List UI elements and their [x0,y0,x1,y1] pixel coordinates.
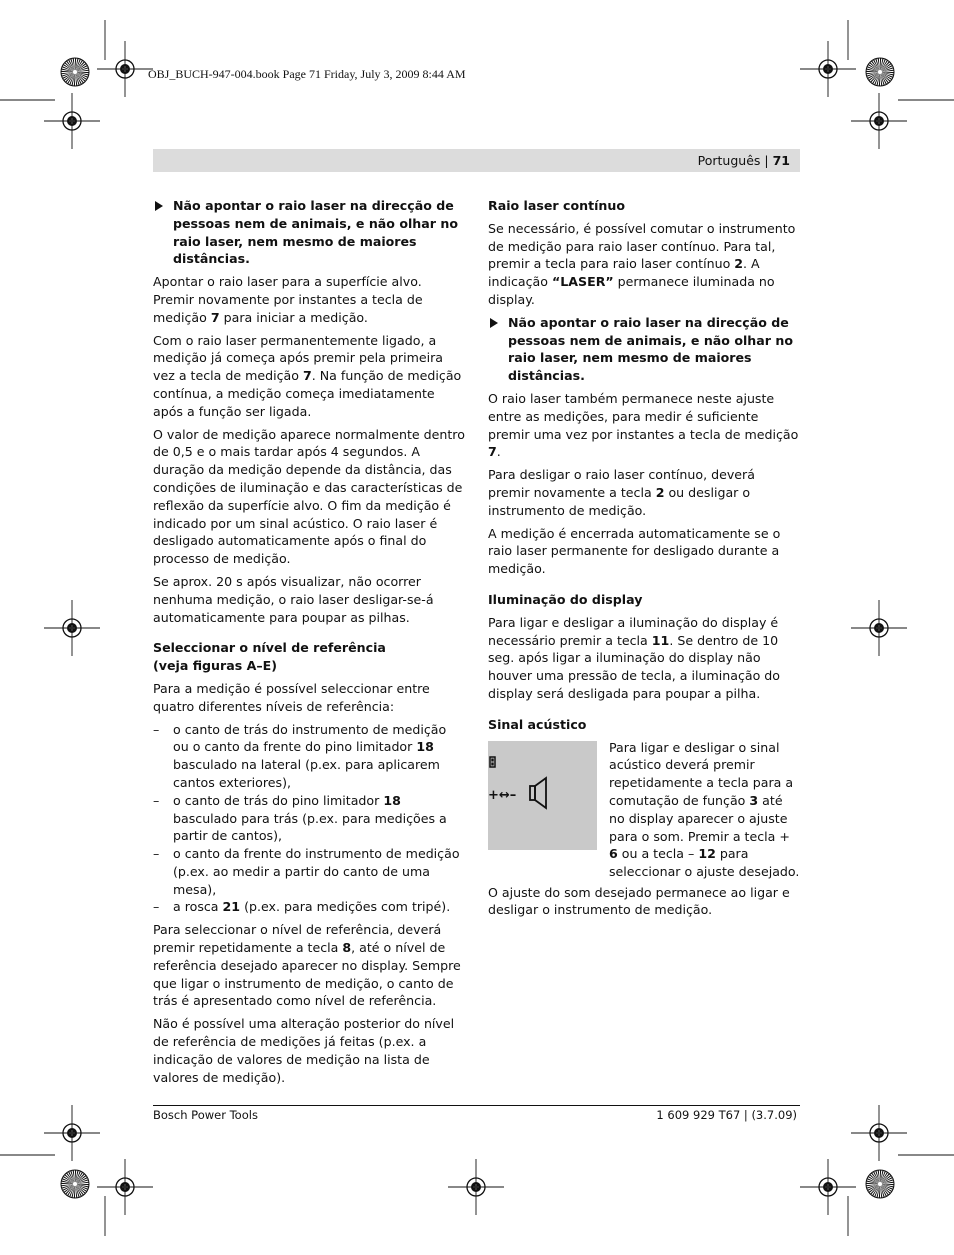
page-header-bar [153,149,800,172]
sound-section [488,739,800,879]
header-separator: | [764,153,769,168]
display-symbols [488,741,597,850]
left-column [153,197,465,1091]
paragraph-no-change: Não é possível uma alteração posterior do nível de referência de medições já feitas (p.ex. a indicação de valores de medição na lista de valores de medição). [153,1016,455,1085]
display-plus-minus-symbol: +↔– [488,787,517,803]
list-item: – a rosca 21 (p.ex. para medições com tripé). [153,899,451,915]
paragraph-auto-off: Se aprox. 20 s após visualizar, não ocorrer nenhuma medição, o raio laser desligar-se-á automaticamente para poupar as pilhas. [153,573,434,625]
right-column [488,197,800,924]
heading-sound-signal: Sinal acústico [488,716,587,732]
page-header-text [698,153,790,168]
heading-continuous-laser: Raio laser contínuo [488,198,626,213]
paragraph-laser-off: Para desligar o raio laser contínuo, deverá premir novamente a tecla 2 ou desligar o instrumento de medição. [488,467,755,518]
heading-reference-level: Seleccionar o nível de referência (veja figuras A–E) [153,640,386,674]
list-item: – o canto de trás do instrumento de medição ou o canto da frente do pino limitador 18 basculado na lateral (p.ex. para aplicarem cantos exteriores), [153,721,447,790]
footer-doc-number: 1 609 929 T67 | (3.7.09) [656,1108,797,1122]
paragraph-display-light: Para ligar e desligar a iluminação do display é necessário premir a tecla 11. Se dentro de 10 seg. após ligar a iluminação do display não houver uma pressão de tecla, a iluminação do display será desligada para poupar a pilha. [488,614,781,701]
header-language: Português [697,153,761,168]
safety-warning-right: Não apontar o raio laser na direcção de pessoas nem de animais, e não olhar no raio laser, nem mesmo de maiores distâncias. [488,314,800,385]
header-page-number: 71 [772,153,790,168]
paragraph-sound-signal: Para ligar e desligar o sinal acústico deverá premir repetidamente a tecla para a comutação de função 3 até no display aparecer o ajuste para o som. Premir a tecla + 6 ou a tecla – 12 para seleccionar o ajuste desejado. [609,739,800,880]
paragraph-auto-end: A medição é encerrada automaticamente se o raio laser permanente for desligado durante a medição. [488,525,781,577]
list-item: – o canto da frente do instrumento de medição (p.ex. ao medir a partir do canto de uma mesa), [153,846,460,897]
paragraph-permanent-laser: Com o raio laser permanentemente ligado, a medição já começa após premir pela primeira vez a tecla de medição 7. Na função de medição contínua, a medição começa imediatamente após a função ser ligada. [153,332,462,419]
paragraph-laser-between: O raio laser também permanece neste ajuste entre as medições, para medir é suficiente premir uma vez por instantes a tecla de medição 7. [488,390,799,460]
paragraph-reference-intro: Para a medição é possível seleccionar entre quatro diferentes níveis de referência: [153,680,430,714]
footer-rule [153,1105,800,1106]
paragraph-select-reference: Para seleccionar o nível de referência, deverá premir repetidamente a tecla 8, até o nível de referência desejado aparecer no display. Sempre que ligar o instrumento de medição, o canto de trás é apresentado como nível de referência. [153,922,461,1009]
speaker-icon [530,778,546,808]
book-info-line: OBJ_BUCH-947-004.book Page 71 Friday, July 3, 2009 8:44 AM [148,67,466,81]
heading-display-light: Iluminação do display [488,591,643,607]
display-illustration [488,741,597,850]
paragraph-measure-time: O valor de medição aparece normalmente dentro de 0,5 e o mais tardar após 4 segundos. A duração da medição depende da distância, das condições de iluminação e das características de reflexão da superfície alvo. O fim da medição é indicado por um sinal acústico. O raio laser é desligado automaticamente após o final do processo de medição. [153,426,465,567]
reference-level-list [153,721,465,917]
battery-icon [490,757,495,767]
list-item: – o canto de trás do pino limitador 18 basculado para trás (p.ex. para medições a partir de cantos), [153,792,447,844]
warning-arrow-icon [155,201,163,211]
warning-arrow-icon [490,318,498,328]
paragraph-start-measure: Apontar o raio laser para a superfície alvo. Premir novamente por instantes a tecla de medição 7 para iniciar a medição. [153,274,423,325]
footer-brand: Bosch Power Tools [153,1108,258,1122]
paragraph-sound-persist: O ajuste do som desejado permanece ao ligar e desligar o instrumento de medição. [488,884,790,918]
safety-warning-left: Não apontar o raio laser na direcção de pessoas nem de animais, e não olhar no raio laser, nem mesmo de maiores distâncias. [153,197,465,268]
paragraph-continuous-laser: Se necessário, é possível comutar o instrumento de medição para raio laser contínuo. Para tal, premir a tecla para raio laser contínuo 2. A indicação “LASER” permanece iluminada no display. [488,220,796,307]
